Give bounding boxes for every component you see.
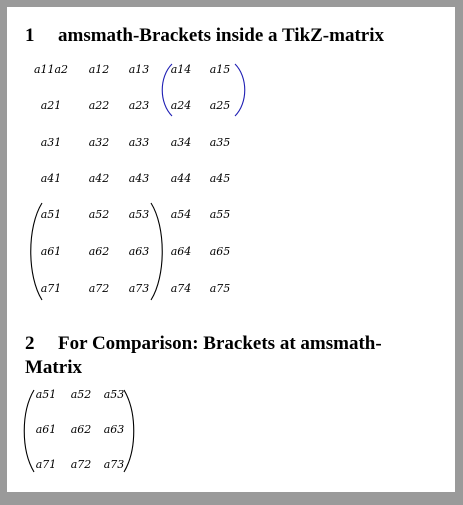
tikz-matrix-cell: a71 — [40, 282, 62, 295]
tikz-matrix-cell: a63 — [128, 245, 150, 258]
blue-right-bracket — [235, 64, 245, 116]
tikz-matrix-cell: a43 — [128, 172, 150, 185]
tikz-matrix-cell: a64 — [170, 245, 192, 258]
section-1-title: amsmath-Brackets inside a TikZ-matrix — [58, 25, 384, 46]
tikz-matrix-cell: a55 — [209, 208, 231, 221]
tikz-matrix-cell: a11a2 — [33, 63, 69, 76]
amsmath-matrix-cell: a61 — [35, 423, 57, 436]
tikz-matrix-cell: a51 — [40, 208, 62, 221]
tikz-matrix-cell: a41 — [40, 172, 62, 185]
tikz-matrix-cell: a14 — [170, 63, 192, 76]
bracket-layer — [7, 7, 455, 492]
tikz-matrix-cell: a44 — [170, 172, 192, 185]
tikz-matrix-cell: a54 — [170, 208, 192, 221]
tikz-matrix-cell: a32 — [88, 136, 110, 149]
tikz-matrix-cell: a35 — [209, 136, 231, 149]
matrix-left-bracket — [31, 203, 42, 300]
amsmath-matrix-cell: a62 — [70, 423, 92, 436]
tikz-matrix-cell: a21 — [40, 99, 62, 112]
tikz-matrix-cell: a25 — [209, 99, 231, 112]
tikz-matrix-cell: a34 — [170, 136, 192, 149]
tikz-matrix-cell: a53 — [128, 208, 150, 221]
amsmath-matrix-cell: a72 — [70, 458, 92, 471]
tikz-matrix-cell: a13 — [128, 63, 150, 76]
tikz-matrix-cell: a52 — [88, 208, 110, 221]
tikz-matrix-cell: a31 — [40, 136, 62, 149]
tikz-matrix-cell: a15 — [209, 63, 231, 76]
blue-left-bracket — [162, 64, 172, 116]
amsmath-matrix-cell: a71 — [35, 458, 57, 471]
document-page — [7, 7, 455, 492]
tikz-matrix-cell: a42 — [88, 172, 110, 185]
tikz-matrix-cell: a33 — [128, 136, 150, 149]
tikz-matrix-cell: a12 — [88, 63, 110, 76]
section-2-title-line-1: For Comparison: Brackets at amsmath- — [58, 333, 382, 354]
amsmath-matrix-cell: a53 — [103, 388, 125, 401]
matrix-right-bracket — [151, 203, 162, 300]
tikz-matrix-cell: a22 — [88, 99, 110, 112]
amsmath-matrix-cell: a51 — [35, 388, 57, 401]
tikz-matrix-cell: a75 — [209, 282, 231, 295]
section-1-number: 1 — [25, 25, 35, 46]
comparison-right-bracket — [124, 390, 134, 472]
tikz-matrix-cell: a74 — [170, 282, 192, 295]
tikz-matrix-cell: a23 — [128, 99, 150, 112]
tikz-matrix-cell: a24 — [170, 99, 192, 112]
amsmath-matrix-cell: a73 — [103, 458, 125, 471]
section-2-title-line-2: Matrix — [25, 357, 82, 378]
amsmath-matrix-cell: a52 — [70, 388, 92, 401]
section-2-number: 2 — [25, 333, 35, 354]
tikz-matrix-cell: a62 — [88, 245, 110, 258]
tikz-matrix-cell: a73 — [128, 282, 150, 295]
amsmath-matrix-cell: a63 — [103, 423, 125, 436]
tikz-matrix-cell: a65 — [209, 245, 231, 258]
tikz-matrix-cell: a72 — [88, 282, 110, 295]
comparison-left-bracket — [24, 390, 34, 472]
tikz-matrix-cell: a61 — [40, 245, 62, 258]
tikz-matrix-cell: a45 — [209, 172, 231, 185]
